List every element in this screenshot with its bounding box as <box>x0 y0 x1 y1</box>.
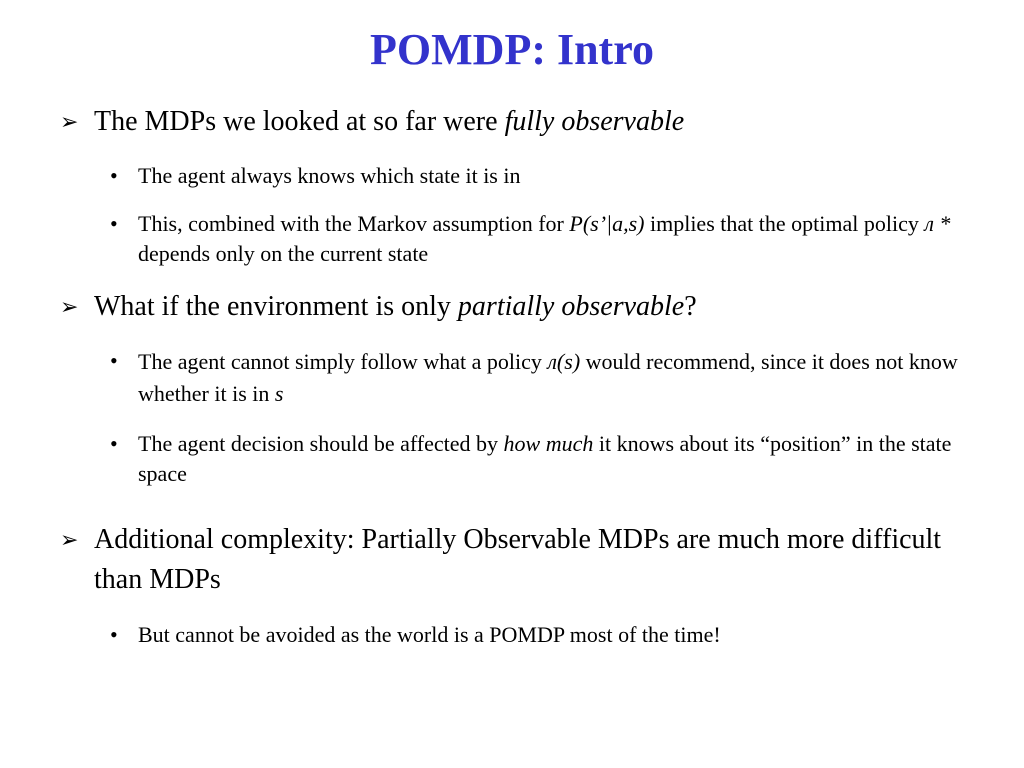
slide-title: POMDP: Intro <box>370 25 654 74</box>
dot-bullet-icon: • <box>110 163 118 188</box>
bullet-text: The MDPs we looked at so far were fully observable <box>94 106 685 137</box>
bullet-text: What if the environment is only partially observable? <box>94 291 697 322</box>
dot-bullet-icon: • <box>110 431 118 456</box>
arrow-bullet-icon: ➢ <box>60 294 79 319</box>
dot-bullet-icon: • <box>110 348 118 373</box>
sub-bullet-always-knows: • The agent always knows which state it is in <box>110 161 990 191</box>
sub-bullet-decision-affected: • The agent decision should be affected by how much it knows about its “position” in the state space <box>110 431 952 486</box>
sub-bullet-cannot-follow-policy: • The agent cannot simply follow what a policy л(s) would recommend, since it does not know whether it is in s <box>110 348 958 406</box>
dot-bullet-icon: • <box>110 211 118 236</box>
sub-bullet-markov-assumption: • This, combined with the Markov assumption for P(s’|a,s) implies that the optimal policy л * depends only on the current state <box>110 211 951 266</box>
arrow-bullet-icon: ➢ <box>60 109 79 134</box>
sub-bullet-cannot-be-avoided: • But cannot be avoided as the world is a POMDP most of the time! <box>110 620 990 650</box>
bullet-additional-complexity: ➢ Additional complexity: Partially Observable MDPs are much more difficult than MDPs <box>60 520 980 600</box>
dot-bullet-icon: • <box>110 622 118 647</box>
bullet-fully-observable <box>60 102 980 142</box>
bullet-partially-observable <box>60 287 980 327</box>
arrow-bullet-icon: ➢ <box>60 527 79 552</box>
